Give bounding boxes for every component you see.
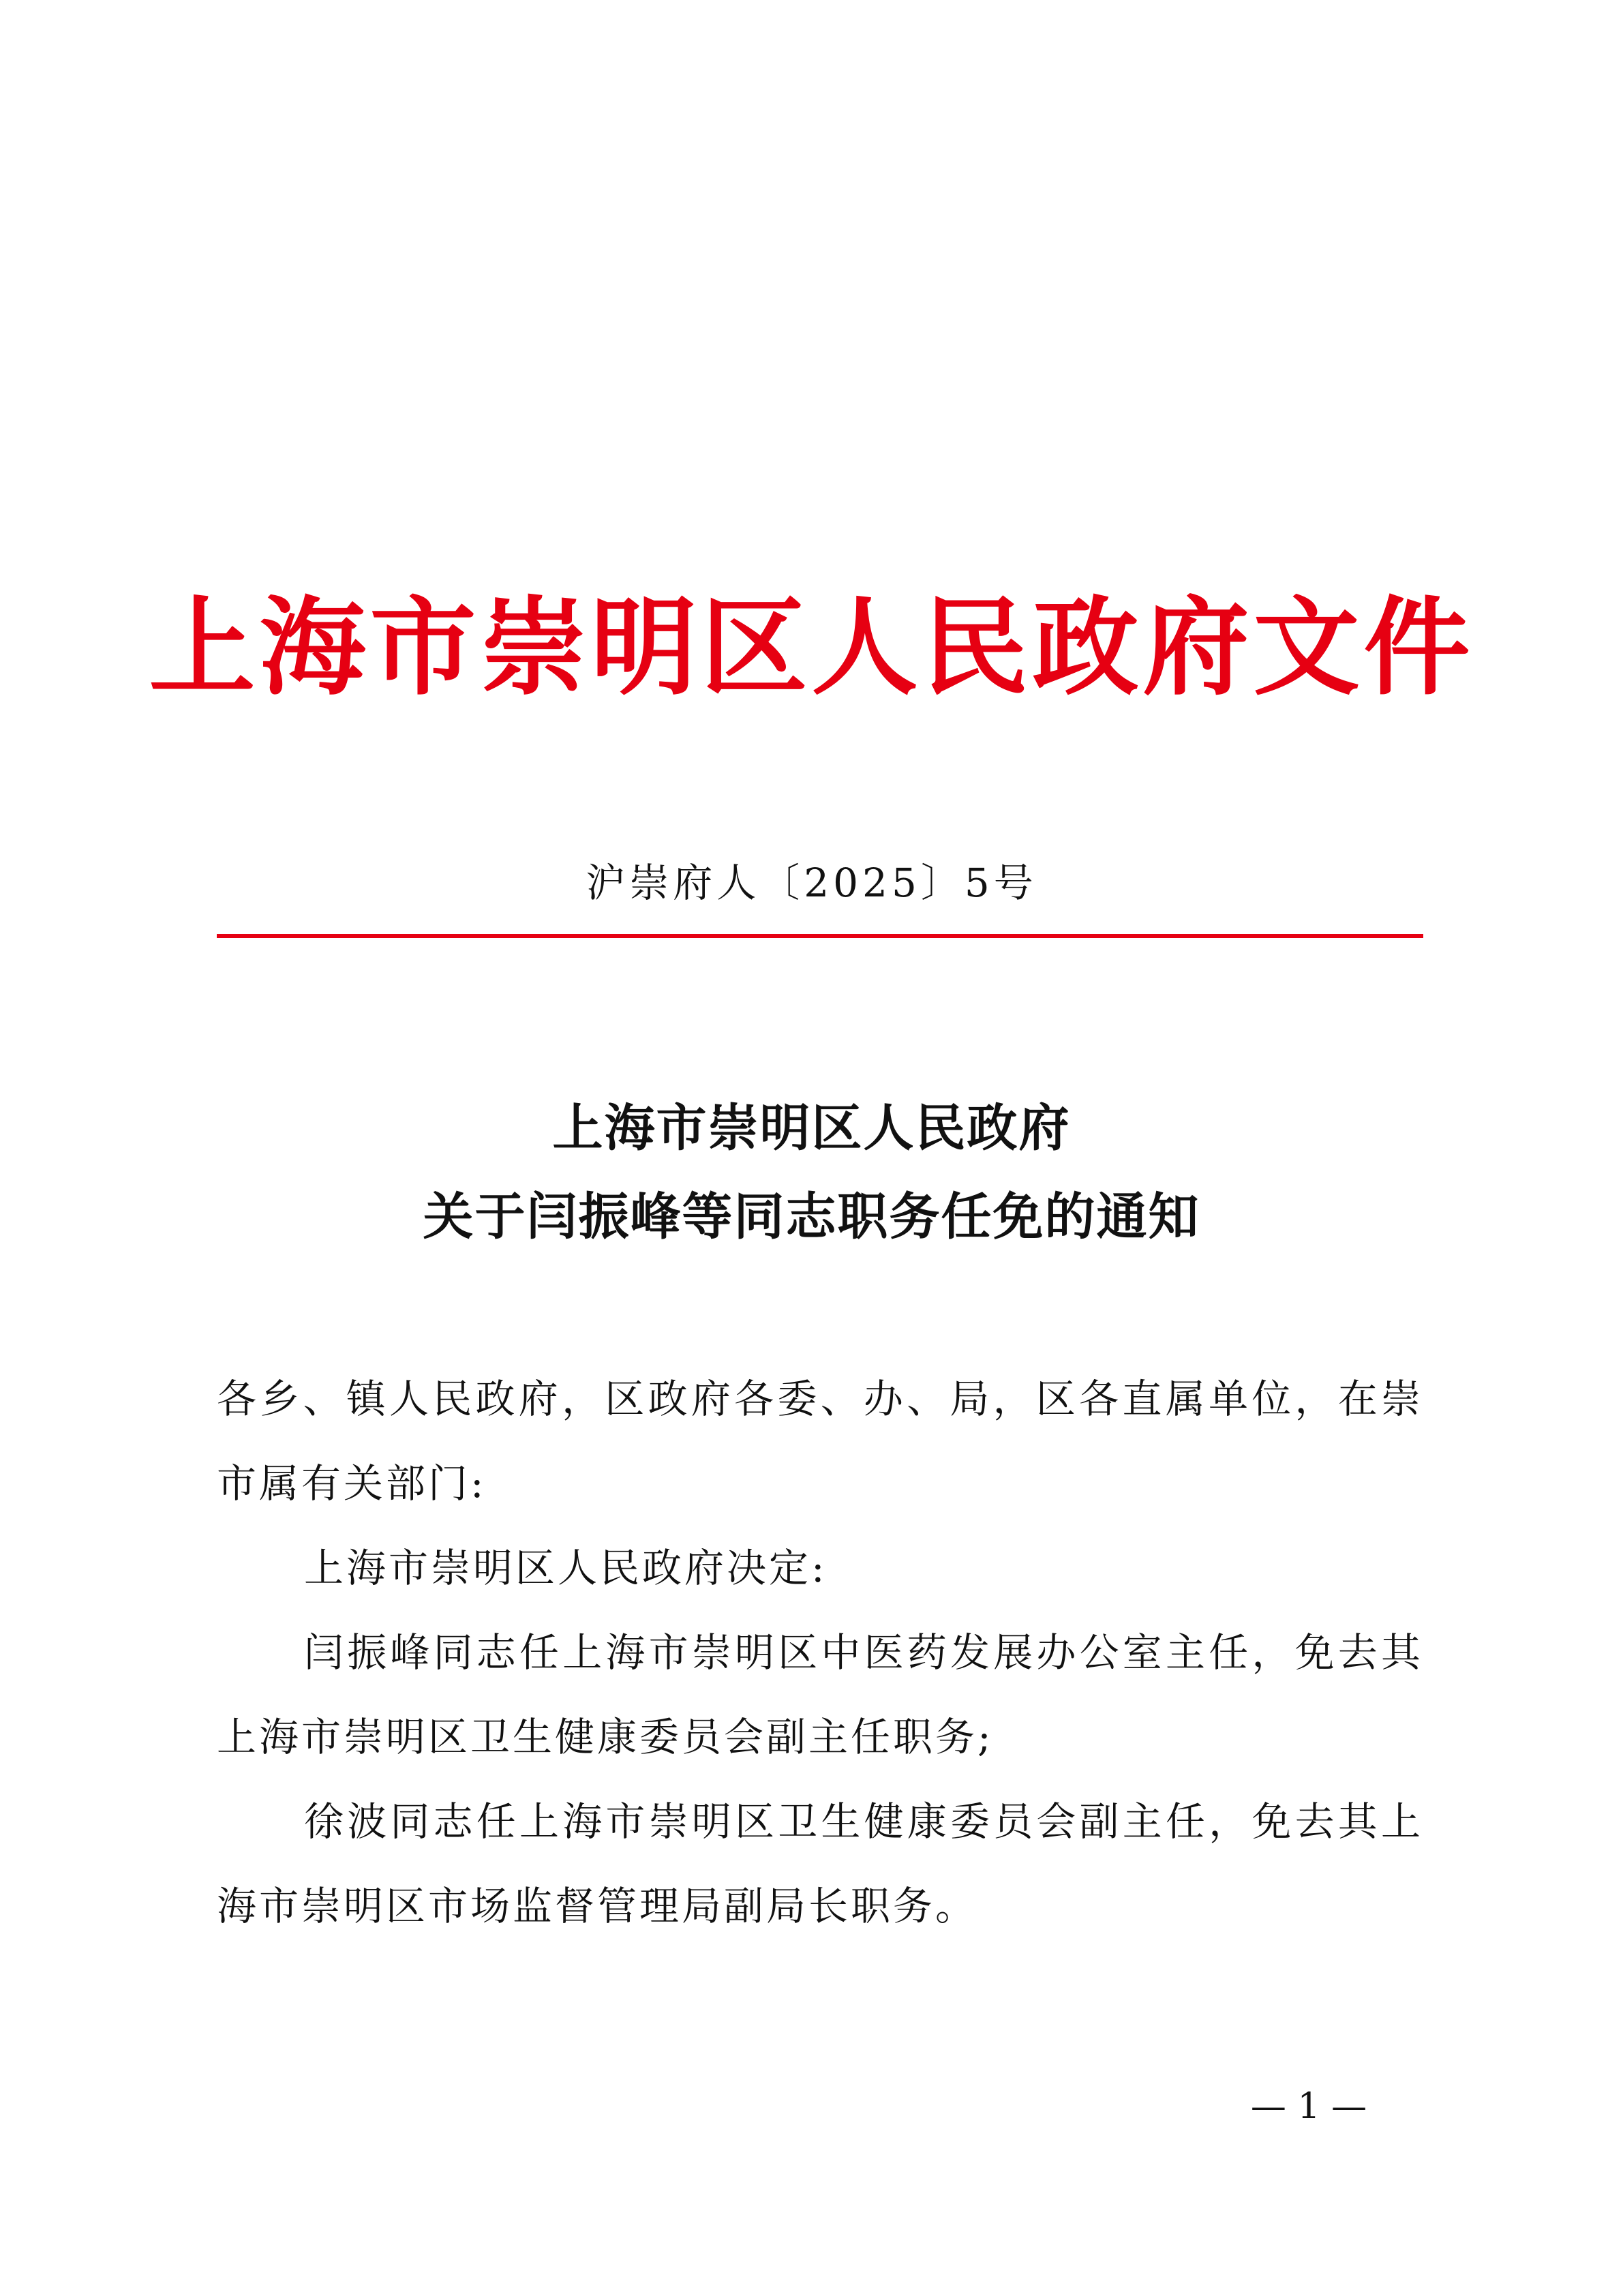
notice-title-line-2: 关于闫振峰等同志职务任免的通知 — [423, 1188, 1200, 1246]
appointment-paragraph-2: 徐波同志任上海市崇明区卫生健康委员会副主任，免去其上海市崇明区市场监督管理局副局长职务。 — [217, 1798, 1423, 1929]
page-number: — 1 — — [1250, 2086, 1367, 2127]
document-header-title: 上海市崇明区人民政府文件 — [149, 586, 1474, 710]
red-divider-line — [217, 934, 1423, 938]
recipients-paragraph: 各乡、镇人民政府，区政府各委、办、局，区各直属单位，在崇市属有关部门: — [217, 1376, 1423, 1507]
document-body — [217, 1357, 1423, 1948]
appointment-paragraph-1: 闫振峰同志任上海市崇明区中医药发展办公室主任，免去其上海市崇明区卫生健康委员会副主任职务; — [217, 1629, 1423, 1760]
notice-title-line-1: 上海市崇明区人民政府 — [552, 1099, 1071, 1158]
document-number: 沪崇府人〔2025〕5号 — [586, 860, 1037, 906]
decision-paragraph: 上海市崇明区人民政府决定: — [304, 1545, 828, 1591]
